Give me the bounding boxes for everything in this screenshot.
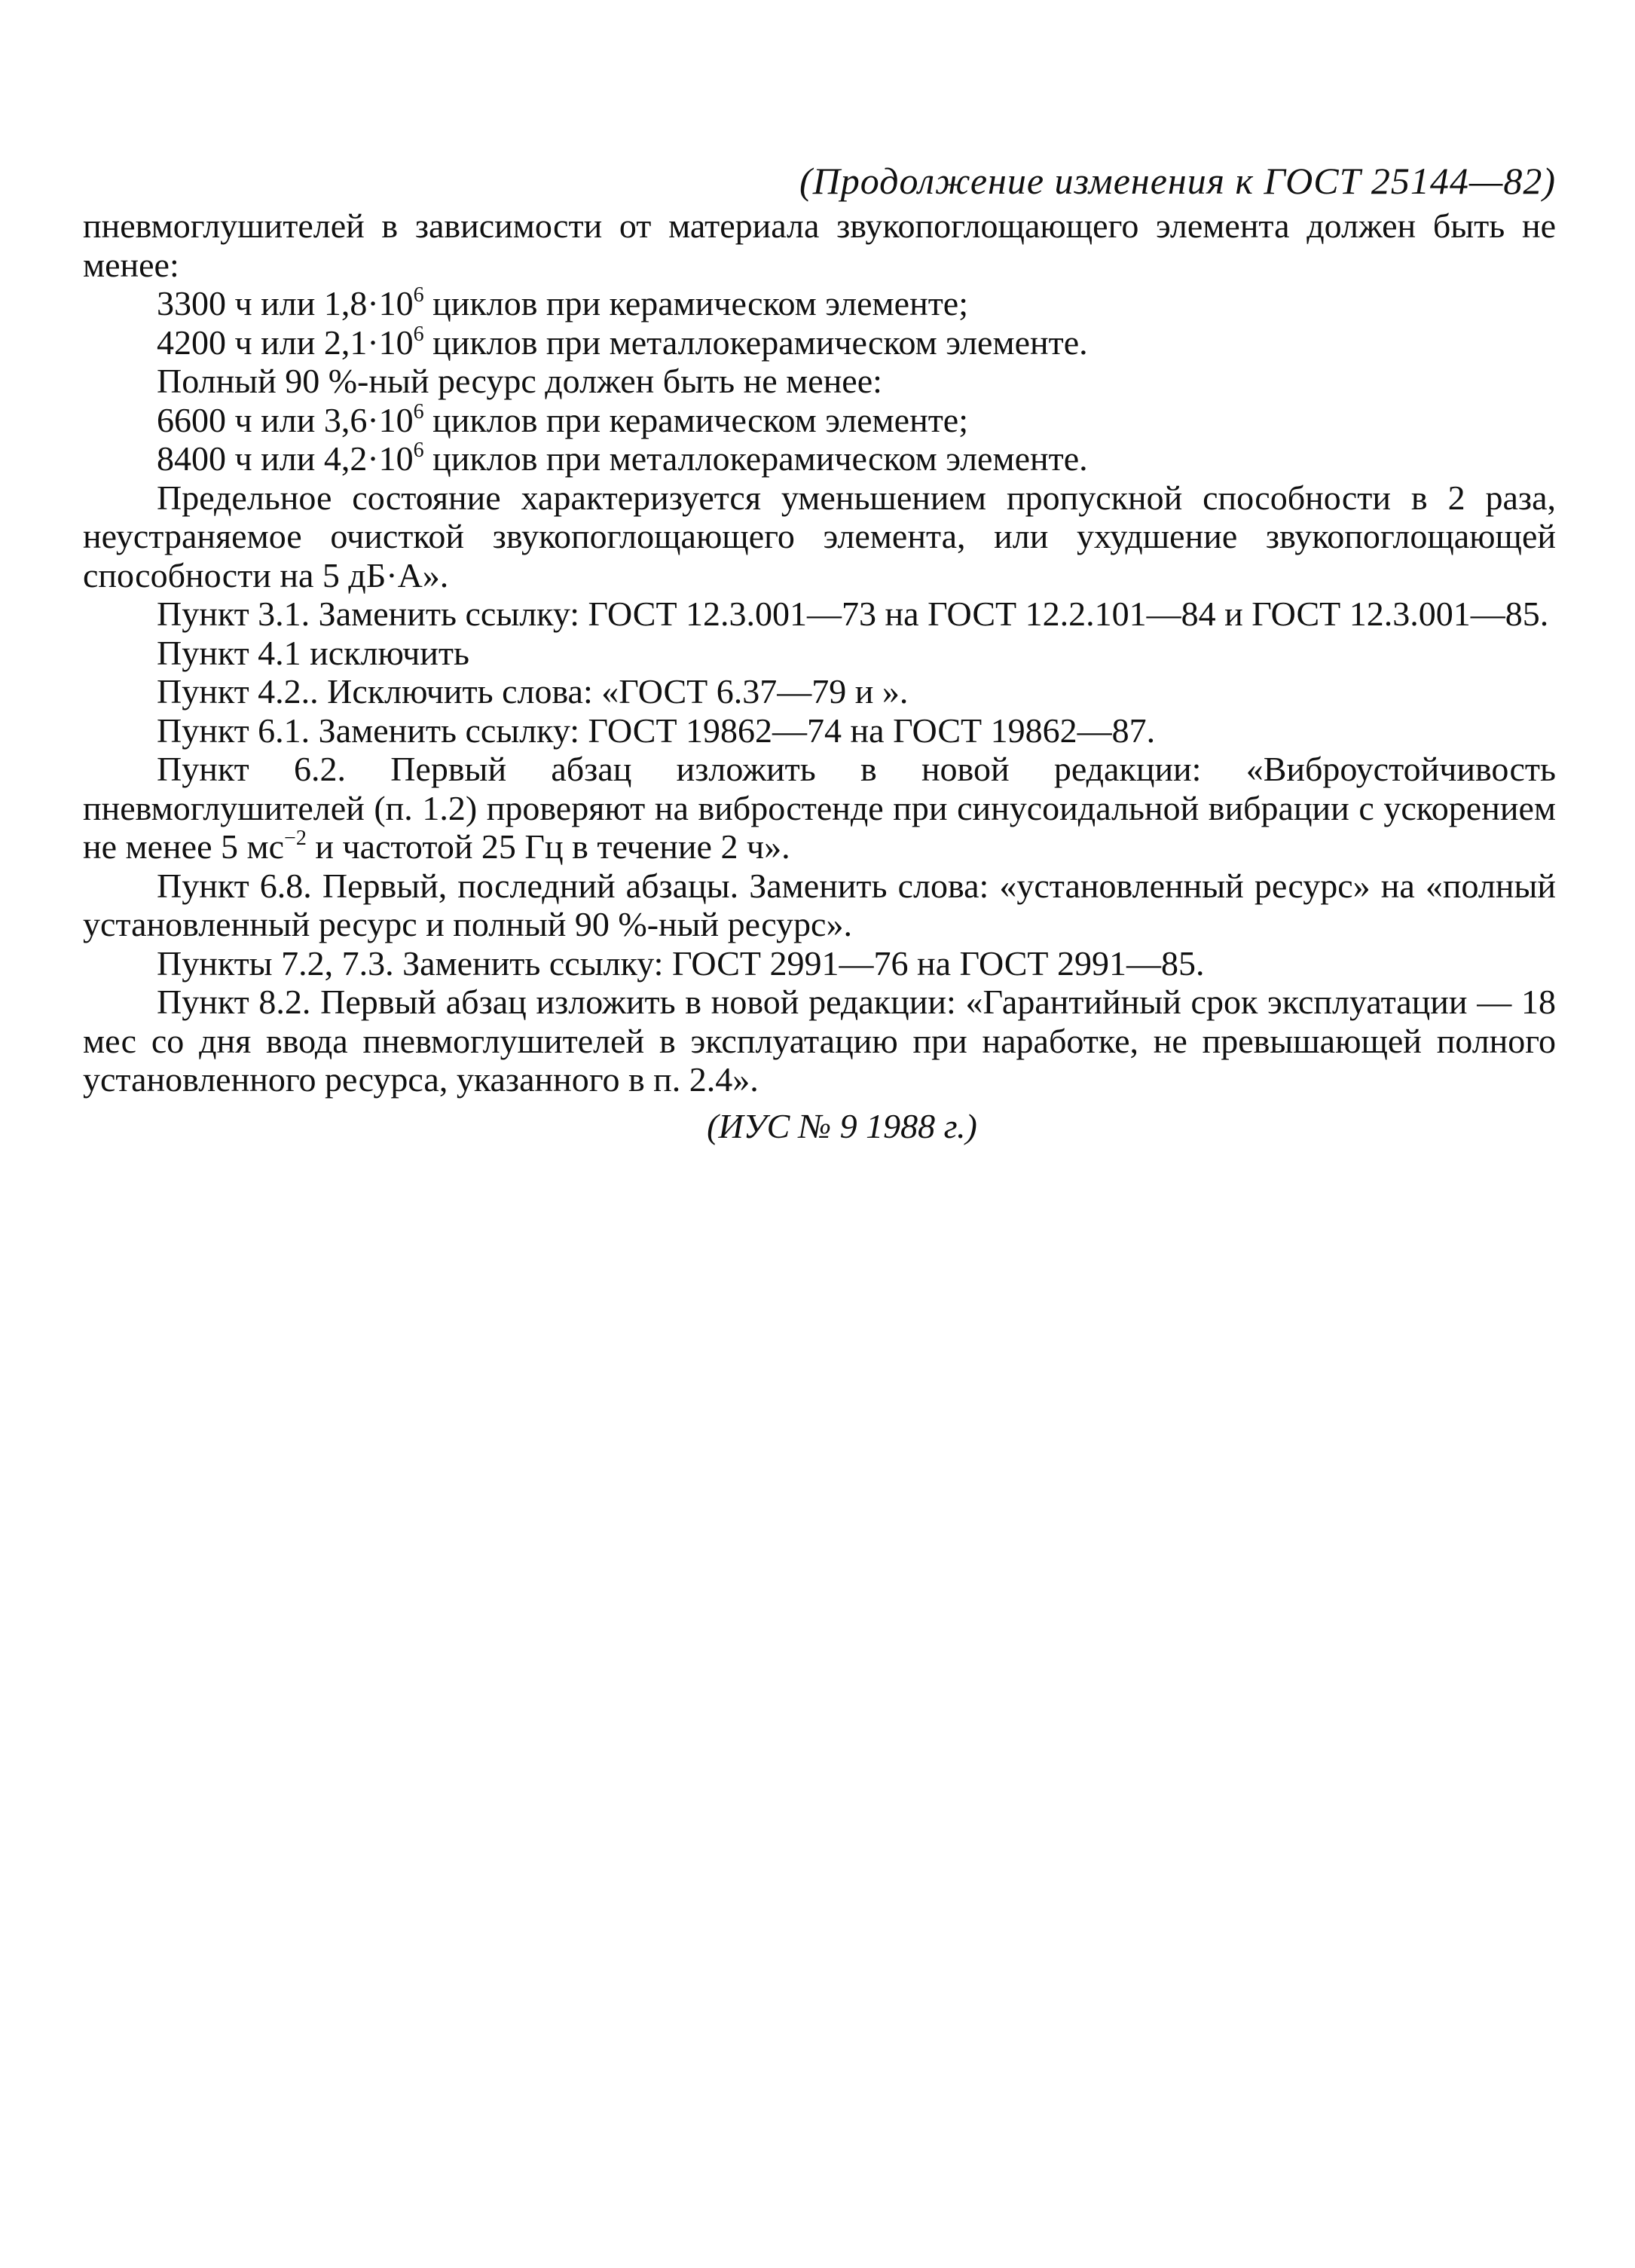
paragraph-1: пневмоглушителей в зависимости от материала звукопоглощающего элемента должен быть не менее: (83, 206, 1556, 284)
paragraph-3: 4200 ч или $2,1\cdot 10^6$ циклов при металлокерамическом элементе. (157, 322, 1088, 362)
paragraph-8: Пункт 3.1. Заменить ссылку: ГОСТ 12.3.001—73 на ГОСТ 12.2.101—84 и ГОСТ 12.3.001—85. (157, 595, 1549, 633)
paragraph-7: Предельное состояние характеризуется уменьшением пропускной способности в 2 раза, неустраняемое очисткой звукопоглощающего элемента, или ухудшение звукопоглощающей способности на 5 дБ·А». (83, 478, 1556, 595)
paragraph-6: 8400 ч или $4,2\cdot 10^6$ циклов при металлокерамическом элементе. (157, 439, 1088, 478)
continuation-header: (Продолжение изменения к ГОСТ 25144—82) (799, 160, 1556, 202)
source-footer: (ИУС № 9 1988 г.) (707, 1106, 977, 1145)
paragraph-15: Пункт 8.2. Первый абзац изложить в новой редакции: «Гарантийный срок эксплуатации — 18 мес со дня ввода пневмоглушителей в эксплуатацию при наработке, не превышающей полного установленного ресурса, указанного в п. 2.4». (83, 983, 1556, 1099)
paragraph-13: Пункт 6.8. Первый, последний абзацы. Заменить слова: «установленный ресурс» на «полный установленный ресурс и полный 90 %-ный ресурс». (83, 866, 1556, 943)
document-page (83, 158, 1556, 1148)
document-body (83, 206, 1556, 1099)
paragraph-2: 3300 ч или $1,8\cdot 10^6$ циклов при керамическом элементе; (157, 283, 968, 322)
paragraph-11: Пункт 6.1. Заменить ссылку: ГОСТ 19862—74 на ГОСТ 19862—87. (157, 711, 1156, 750)
paragraph-9: Пункт 4.1 исключить (157, 633, 469, 672)
paragraph-5: 6600 ч или $3,6\cdot 10^6$ циклов при керамическом элементе; (157, 399, 968, 439)
paragraph-12: Пункт 6.2. Первый абзац изложить в новой редакции: «Виброустойчивость пневмоглушителей (п. 1.2) проверяют на вибростенде при синусоидальной вибрации с ускорением не менее 5 $мс^{-2}$ и частотой 25 Гц в течение 2 ч». (83, 750, 1556, 866)
paragraph-10: Пункт 4.2.. Исключить слова: «ГОСТ 6.37—79 и ». (157, 672, 909, 711)
paragraph-14: Пункты 7.2, 7.3. Заменить ссылку: ГОСТ 2991—76 на ГОСТ 2991—85. (157, 943, 1205, 983)
paragraph-4: Полный 90 %-ный ресурс должен быть не менее: (157, 362, 882, 400)
